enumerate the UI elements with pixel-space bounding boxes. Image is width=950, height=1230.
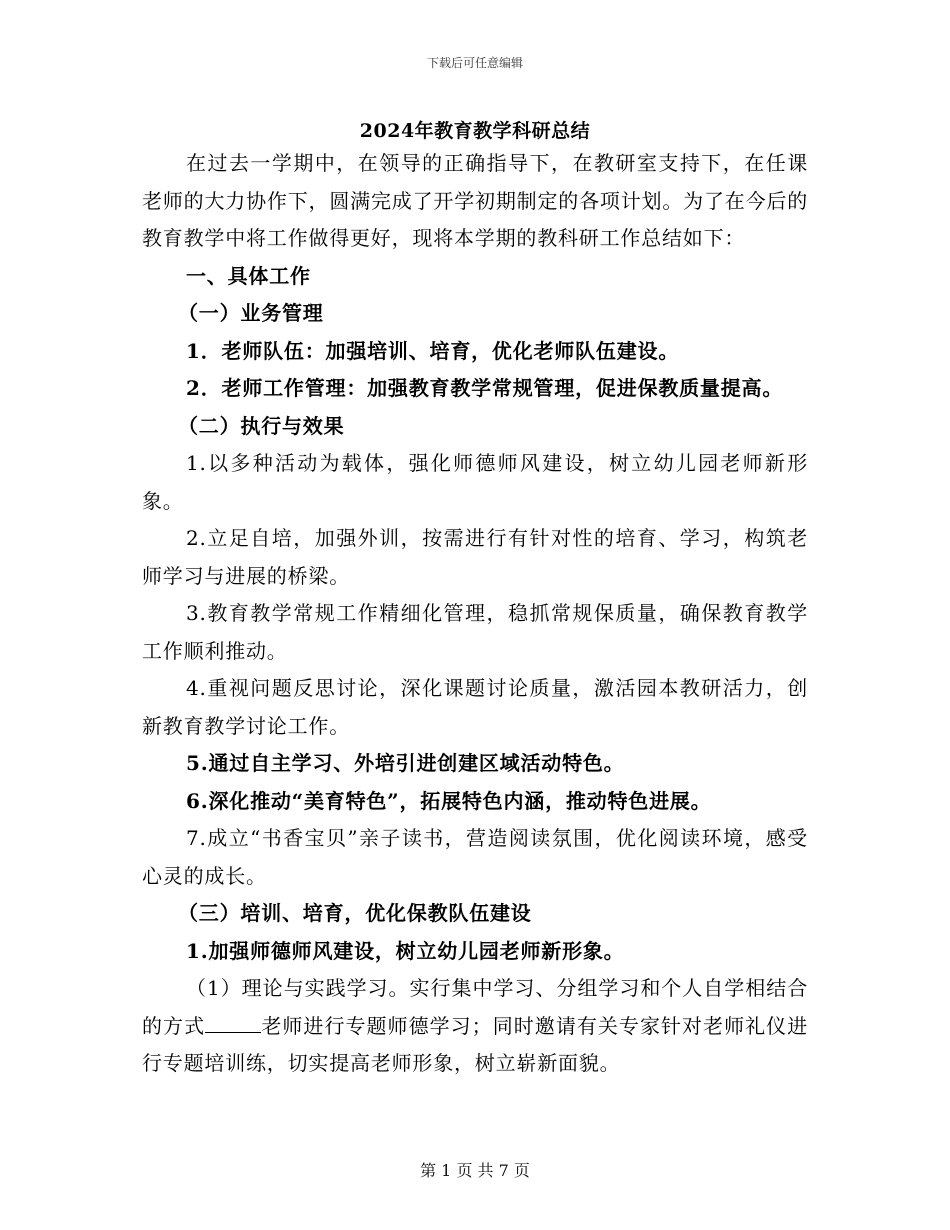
section-heading-1: 一、具体工作 xyxy=(186,263,311,288)
list-item: 1.以多种活动为载体，强化师德师风建设，树立幼儿园老师新形象。 xyxy=(142,451,808,513)
list-item-detail xyxy=(142,970,808,1083)
document-title: 2024年教育教学科研总结 xyxy=(359,120,591,142)
list-item: 2.立足自培，加强外训，按需进行有针对性的培育、学习，构筑老师学习与进展的桥梁。 xyxy=(142,526,808,588)
list-item: 3.教育教学常规工作精细化管理，稳抓常规保质量，确保教育教学工作顺利推动。 xyxy=(142,601,808,663)
detail-text-start: （1）理论与实践学习。实行集中学习、分组学习和个人自学相结合的方式 xyxy=(142,976,808,1038)
detail-text-end: 老师进行专题师德学习；同时邀请有关专家针对老师礼仪进行专题培训练，切实提高老师形象，树立崭新面貌。 xyxy=(142,1013,808,1075)
blank-underline xyxy=(205,1014,261,1033)
list-item: 4.重视问题反思讨论，深化课题讨论质量，激活园本教研活力，创新教育教学讨论工作。 xyxy=(142,676,808,738)
list-item: 1．老师队伍：加强培训、培育，优化老师队伍建设。 xyxy=(186,338,680,363)
list-item: 2．老师工作管理：加强教育教学常规管理，促进保教质量提高。 xyxy=(186,376,784,400)
list-item: 7.成立“书香宝贝”亲子读书，营造阅读氛围，优化阅读环境，感受心灵的成长。 xyxy=(142,826,808,888)
list-item: 6.深化推动“美育特色”，拓展特色内涵，推动特色进展。 xyxy=(186,788,712,813)
subsection-heading-business-management: （一）业务管理 xyxy=(178,301,324,325)
list-item: 5.通过自主学习、外培引进创建区域活动特色。 xyxy=(186,751,625,775)
list-item: 1.加强师德师风建设，树立幼儿园老师新形象。 xyxy=(186,938,625,963)
header-note: 下载后可任意编辑 xyxy=(426,56,523,70)
document-body xyxy=(142,145,808,1083)
subsection-heading-execution-effect: （二）执行与效果 xyxy=(178,413,345,438)
subsection-heading-training: （三）培训、培育，优化保教队伍建设 xyxy=(178,901,532,925)
intro-paragraph: 在过去一学期中，在领导的正确指导下，在教研室支持下，在任课老师的大力协作下，圆满完成了开学初期制定的各项计划。为了在今后的教育教学中将工作做得更好，现将本学期的教科研工作总结如下： xyxy=(142,151,808,250)
page-number: 第 1 页 共 7 页 xyxy=(420,1161,530,1180)
